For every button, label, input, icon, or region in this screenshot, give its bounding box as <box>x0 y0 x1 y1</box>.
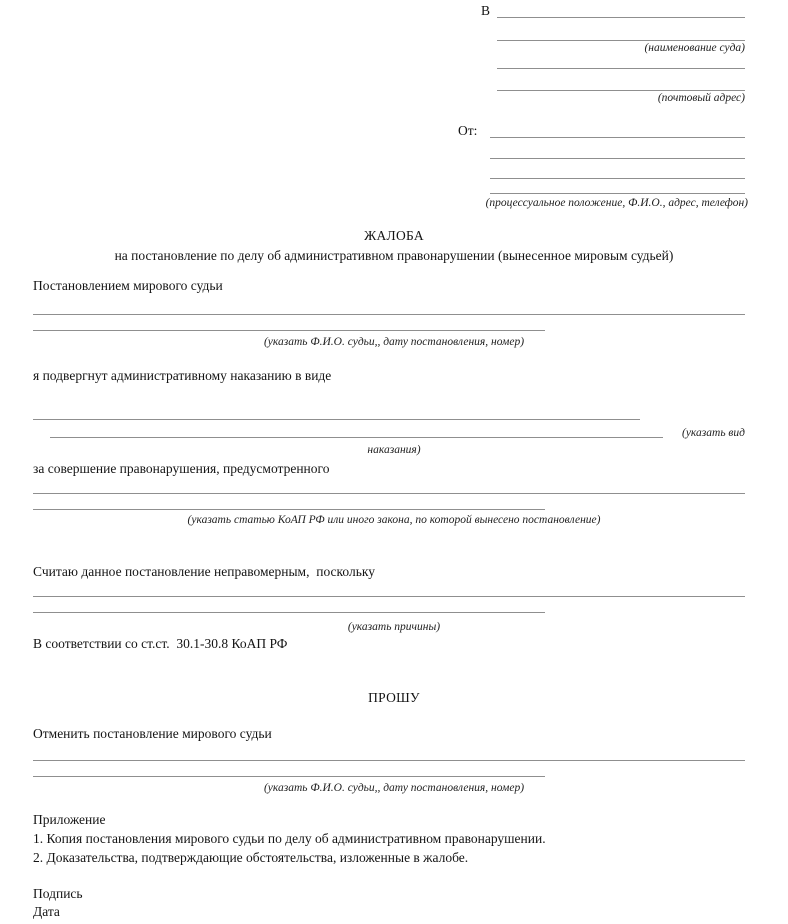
to-prefix: В <box>481 3 491 18</box>
request-judge-line-2 <box>33 776 545 777</box>
paragraph-request: Отменить постановление мирового судьи <box>33 726 272 741</box>
article-line-2 <box>33 509 545 510</box>
from-hint: (процессуальное положение, Ф.И.О., адрес, телефон) <box>485 197 748 209</box>
reasons-hint: (указать причины) <box>347 621 441 633</box>
penalty-hint-part1: (указать вид <box>682 427 745 439</box>
postal-address-line-1 <box>497 68 745 69</box>
from-line-3 <box>490 178 745 179</box>
judge-info-line-2 <box>33 330 545 331</box>
court-name-line-2 <box>497 40 745 41</box>
reasons-line-2 <box>33 612 545 613</box>
from-line-1 <box>490 137 745 138</box>
penalty-line-2 <box>50 437 663 438</box>
from-line-4 <box>490 193 745 194</box>
paragraph-unlawful: Считаю данное постановление неправомерным, поскольку <box>33 564 375 579</box>
penalty-line-1 <box>33 419 640 420</box>
judge-info-line-1 <box>33 314 745 315</box>
reasons-line-1 <box>33 596 745 597</box>
attachment-item-1: 1. Копия постановления мирового судьи по делу об административном правонарушении. <box>33 831 546 846</box>
request-heading: ПРОШУ <box>368 690 420 705</box>
from-line-2 <box>490 158 745 159</box>
from-prefix: От: <box>458 123 478 138</box>
court-name-hint: (наименование суда) <box>644 42 745 54</box>
document-title: ЖАЛОБА <box>364 228 424 243</box>
attachment-item-2: 2. Доказательства, подтверждающие обстоятельства, изложенные в жалобе. <box>33 850 469 865</box>
request-judge-line-1 <box>33 760 745 761</box>
postal-address-line-2 <box>497 90 745 91</box>
judge-info-hint: (указать Ф.И.О. судьи,, дату постановления, номер) <box>263 336 525 348</box>
article-hint: (указать статью КоАП РФ или иного закона, по которой вынесено постановление) <box>187 514 601 526</box>
postal-address-hint: (почтовый адрес) <box>657 92 745 104</box>
document-subtitle: на постановление по делу об административном правонарушении (вынесенное мировым судьей) <box>114 248 674 263</box>
date-label: Дата <box>33 904 60 919</box>
paragraph-decision: Постановлением мирового судьи <box>33 278 223 293</box>
paragraph-offense: за совершение правонарушения, предусмотренного <box>33 461 330 476</box>
paragraph-penalty: я подвергнут административному наказанию в виде <box>33 368 332 383</box>
request-judge-hint: (указать Ф.И.О. судьи,, дату постановления, номер) <box>263 782 525 794</box>
attachments-heading: Приложение <box>33 812 106 827</box>
article-line-1 <box>33 493 745 494</box>
penalty-hint-part2: наказания) <box>367 444 421 456</box>
signature-label: Подпись <box>33 886 83 901</box>
court-name-line-1 <box>497 17 745 18</box>
paragraph-legal-basis: В соответствии со ст.ст. 30.1-30.8 КоАП РФ <box>33 636 288 651</box>
